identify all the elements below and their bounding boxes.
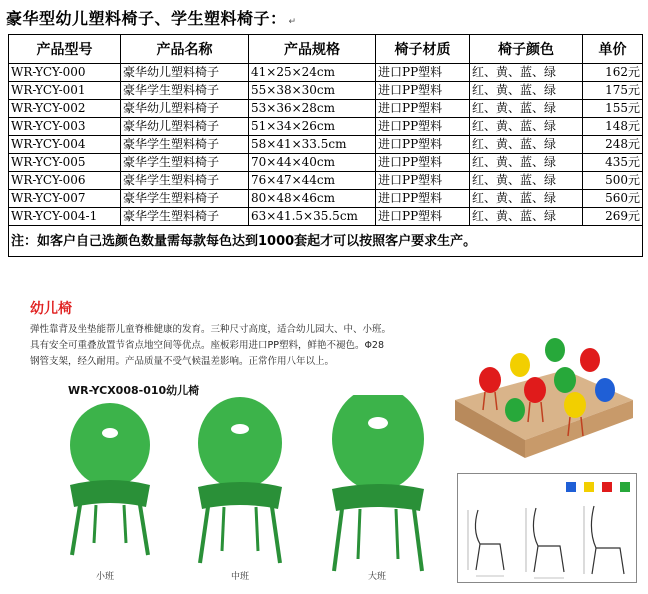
cell-model: WR-YCY-000: [9, 64, 121, 82]
table-row: [9, 64, 643, 82]
cell-name: 豪华幼儿塑料椅子: [121, 100, 249, 118]
dimension-drawings: [457, 473, 637, 583]
chair-side-view-drawings: [458, 500, 636, 580]
table-row: [9, 172, 643, 190]
color-swatch-red: [602, 482, 612, 492]
cell-price: 175元: [583, 82, 643, 100]
cell-color: 红、黄、蓝、绿: [470, 172, 583, 190]
cell-material: 进口PP塑料: [376, 154, 470, 172]
cell-spec: 55×38×30cm: [249, 82, 376, 100]
header-spec: 产品规格: [249, 35, 376, 64]
cell-spec: 53×36×28cm: [249, 100, 376, 118]
cell-color: 红、黄、蓝、绿: [470, 118, 583, 136]
table-header-row: [9, 35, 643, 64]
description-line: 具有安全可重叠放置节省点地空间等优点。座板彩用进口PP塑料，鲜艳不褪色。Φ28: [30, 340, 385, 351]
size-label-large: 大班: [368, 572, 387, 582]
cell-name: 豪华学生塑料椅子: [121, 154, 249, 172]
cell-spec: 58×41×33.5cm: [249, 136, 376, 154]
description-line: 弹性靠背及坐垫能帮儿童脊椎健康的发育。三种尺寸高度，适合幼儿园大、中、小班。: [30, 324, 392, 335]
header-color: 椅子颜色: [470, 35, 583, 64]
color-swatch-yellow: [584, 482, 594, 492]
paragraph-mark: ↵: [288, 17, 297, 27]
cell-name: 豪华幼儿塑料椅子: [121, 118, 249, 136]
classroom-chairs-photo: [455, 330, 633, 458]
cell-color: 红、黄、蓝、绿: [470, 154, 583, 172]
cell-color: 红、黄、蓝、绿: [470, 82, 583, 100]
description-line: 钢管支架，经久耐用。产品质量不受气候温差影响。正常作用八年以上。: [30, 356, 335, 367]
header-price: 单价: [583, 35, 643, 64]
cell-spec: 70×44×40cm: [249, 154, 376, 172]
cell-model: WR-YCY-005: [9, 154, 121, 172]
cell-price: 162元: [583, 64, 643, 82]
cell-name: 豪华学生塑料椅子: [121, 172, 249, 190]
header-model: 产品型号: [9, 35, 121, 64]
cell-spec: 63×41.5×35.5cm: [249, 208, 376, 226]
color-swatch-blue: [566, 482, 576, 492]
cell-material: 进口PP塑料: [376, 64, 470, 82]
size-label-small: 小班: [96, 572, 115, 582]
large-chair: [332, 395, 424, 571]
cell-model: WR-YCY-007: [9, 190, 121, 208]
cell-name: 豪华学生塑料椅子: [121, 136, 249, 154]
table-row: [9, 136, 643, 154]
cell-name: 豪华学生塑料椅子: [121, 208, 249, 226]
cell-price: 148元: [583, 118, 643, 136]
cell-material: 进口PP塑料: [376, 82, 470, 100]
cell-material: 进口PP塑料: [376, 100, 470, 118]
small-chair: [70, 403, 150, 555]
table-row: [9, 82, 643, 100]
table-row: [9, 208, 643, 226]
title-text: 豪华型幼儿塑料椅子、学生塑料椅子：: [6, 9, 287, 28]
cell-price: 269元: [583, 208, 643, 226]
cell-material: 进口PP塑料: [376, 136, 470, 154]
cell-price: 500元: [583, 172, 643, 190]
table-row: [9, 100, 643, 118]
cell-model: WR-YCY-006: [9, 172, 121, 190]
cell-model: WR-YCY-003: [9, 118, 121, 136]
color-swatch-green: [620, 482, 630, 492]
size-label-medium: 中班: [231, 572, 250, 582]
cell-material: 进口PP塑料: [376, 190, 470, 208]
cell-color: 红、黄、蓝、绿: [470, 136, 583, 154]
cell-color: 红、黄、蓝、绿: [470, 208, 583, 226]
model-title: WR-YCX008-010幼儿椅: [68, 384, 200, 397]
product-section: [0, 290, 648, 594]
table-row: [9, 190, 643, 208]
cell-name: 豪华学生塑料椅子: [121, 190, 249, 208]
cell-model: WR-YCY-001: [9, 82, 121, 100]
cell-color: 红、黄、蓝、绿: [470, 64, 583, 82]
order-note: 注：如客户自己选颜色数量需每款每色达到1000套起才可以按照客户要求生产。: [9, 226, 643, 257]
cell-name: 豪华幼儿塑料椅子: [121, 64, 249, 82]
cell-spec: 51×34×26cm: [249, 118, 376, 136]
cell-spec: 80×48×46cm: [249, 190, 376, 208]
cell-material: 进口PP塑料: [376, 208, 470, 226]
table-row: [9, 118, 643, 136]
cell-spec: 76×47×44cm: [249, 172, 376, 190]
chair-lineup-image: [50, 395, 450, 575]
header-material: 椅子材质: [376, 35, 470, 64]
section-title: 幼儿椅: [30, 301, 72, 317]
product-spec-table: [8, 34, 643, 257]
cell-material: 进口PP塑料: [376, 118, 470, 136]
cell-price: 155元: [583, 100, 643, 118]
cell-model: WR-YCY-004-1: [9, 208, 121, 226]
table-row: [9, 154, 643, 172]
cell-price: 560元: [583, 190, 643, 208]
cell-color: 红、黄、蓝、绿: [470, 100, 583, 118]
cell-name: 豪华学生塑料椅子: [121, 82, 249, 100]
cell-price: 248元: [583, 136, 643, 154]
cell-model: WR-YCY-004: [9, 136, 121, 154]
medium-chair: [198, 397, 282, 563]
cell-color: 红、黄、蓝、绿: [470, 190, 583, 208]
cell-material: 进口PP塑料: [376, 172, 470, 190]
cell-spec: 41×25×24cm: [249, 64, 376, 82]
note-row: [9, 226, 643, 257]
document-title: [6, 6, 297, 29]
cell-model: WR-YCY-002: [9, 100, 121, 118]
cell-price: 435元: [583, 154, 643, 172]
header-name: 产品名称: [121, 35, 249, 64]
